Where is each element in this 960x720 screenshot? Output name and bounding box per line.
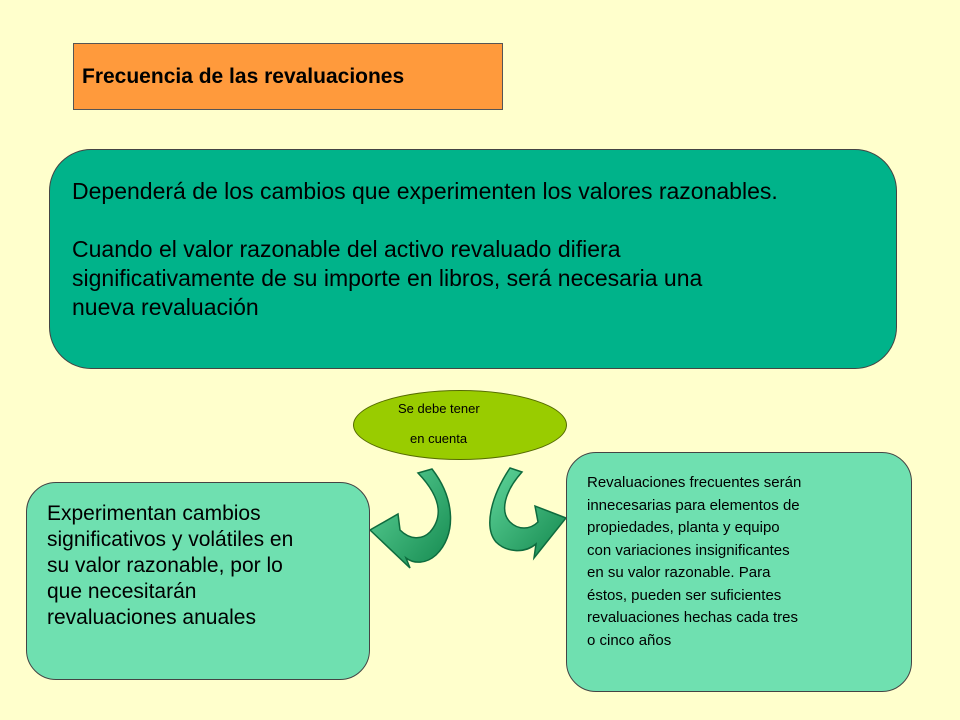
right-box-line: revaluaciones hechas cada tres: [587, 609, 798, 626]
main-statement-box: [49, 149, 897, 369]
curved-arrows: [370, 460, 570, 570]
left-curved-arrow-icon: [370, 469, 451, 568]
right-box-line: innecesarias para elementos de: [587, 496, 800, 514]
main-paragraph-2-line: significativamente de su importe en libros, será necesaria una: [72, 265, 703, 291]
right-box-line: con variaciones insignificantes: [587, 541, 790, 559]
connector-label-line-2: en cuenta: [410, 431, 468, 446]
diagram-title: Frecuencia de las revaluaciones: [82, 64, 405, 88]
right-box-line: o cinco años: [587, 631, 672, 649]
right-box-line: propiedades, planta y equipo: [587, 519, 780, 536]
main-paragraph-2: [72, 235, 876, 322]
connector-ellipse: [353, 390, 567, 460]
right-curved-arrow-icon: [490, 468, 566, 558]
main-paragraph-1: Dependerá de los cambios que experimenten los valores razonables.: [72, 178, 778, 204]
connector-label-line-1: Se debe tener: [398, 401, 480, 416]
main-paragraph-2-line: nueva revaluación: [72, 294, 259, 320]
left-box-line: su valor razonable, por lo: [47, 554, 283, 577]
left-box-line: revaluaciones anuales: [47, 606, 256, 629]
right-box-line: éstos, pueden ser suficientes: [587, 586, 782, 604]
title-box: [73, 43, 503, 110]
left-consequence-box: [26, 482, 370, 680]
left-box-line: que necesitarán: [47, 580, 197, 603]
left-box-line: Experimentan cambios: [47, 502, 261, 525]
main-paragraph-2-line: Cuando el valor razonable del activo revaluado difiera: [72, 236, 621, 262]
right-box-line: Revaluaciones frecuentes serán: [587, 474, 802, 491]
left-box-line: significativos y volátiles en: [47, 528, 294, 551]
right-consequence-box: [566, 452, 912, 692]
right-box-line: en su valor razonable. Para: [587, 564, 771, 581]
